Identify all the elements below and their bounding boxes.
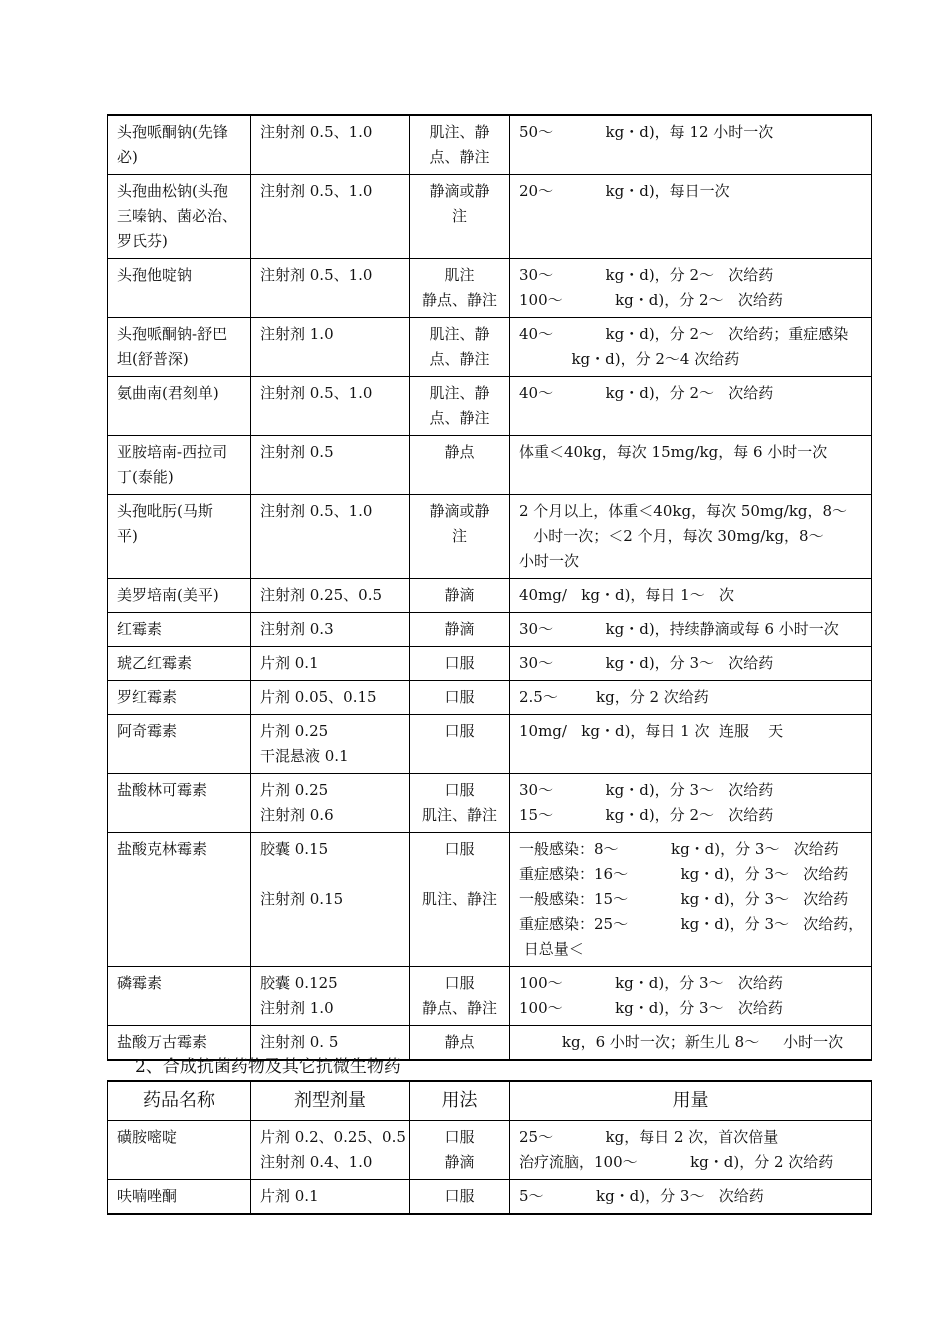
cell-line: 口服: [444, 974, 475, 992]
cell-line: 肌注、静: [429, 325, 490, 343]
dosage-form-cell: [251, 967, 410, 1026]
table-row: [108, 1180, 872, 1215]
cell-line: 注射剂 0.25、0.5: [260, 586, 383, 604]
dose-cell: [510, 259, 872, 318]
cell-line: 美罗培南(美平): [117, 586, 219, 604]
cell-line: 静点: [444, 1033, 475, 1051]
cell-line: kg，6 小时一次；新生儿 8～ 小时一次: [519, 1033, 844, 1051]
table-row: [108, 833, 872, 967]
table-row: [108, 436, 872, 495]
table-row: [108, 1121, 872, 1180]
cell-line: 头孢他啶钠: [117, 266, 193, 284]
table-row: [108, 259, 872, 318]
table-row: [108, 613, 872, 647]
dosage-form-cell: [251, 681, 410, 715]
cell-line: 氨曲南(君刻单): [117, 384, 219, 402]
dose-cell: [510, 1121, 872, 1180]
drug-name-cell: [108, 967, 251, 1026]
dose-cell: [510, 436, 872, 495]
drug-name-cell: [108, 681, 251, 715]
table-row: [108, 318, 872, 377]
cell-line: 注射剂 0.3: [260, 620, 334, 638]
cell-line: 注射剂 0.5、1.0: [260, 384, 373, 402]
cell-line: 注: [451, 207, 467, 225]
cell-line: 小时一次；＜2 个月，每次 30mg/kg，8～: [519, 527, 824, 545]
usage-cell: [410, 1121, 510, 1180]
cell-line: 罗红霉素: [117, 688, 178, 706]
cell-line: 亚胺培南-西拉司: [117, 443, 228, 461]
header-drug-name: 药品名称: [108, 1081, 251, 1121]
table-header-row: [108, 1081, 872, 1121]
cell-line: 肌注: [444, 266, 475, 284]
cell-line: 片剂 0.2、0.25、0.5: [260, 1128, 406, 1146]
dose-cell: [510, 377, 872, 436]
cell-line: 25～ kg，每日 2 次，首次倍量: [519, 1128, 779, 1146]
cell-line: 50～ kg・d)，每 12 小时一次: [519, 123, 774, 141]
usage-cell: [410, 774, 510, 833]
cell-line: 10mg/ kg・d)，每日 1 次 连服 天: [519, 722, 784, 740]
usage-cell: [410, 579, 510, 613]
usage-cell: [410, 833, 510, 967]
cell-line: 片剂 0.25: [260, 722, 329, 740]
cell-line: 片剂 0.1: [260, 654, 319, 672]
cell-line: 头孢哌酮钠(先锋: [117, 123, 228, 141]
cell-line: 静滴: [444, 620, 475, 638]
dosage-form-cell: [251, 1180, 410, 1215]
header-dosage-form: 剂型剂量: [251, 1081, 410, 1121]
cell-line: 100～ kg・d)，分 3～ 次给药: [519, 974, 783, 992]
drug-name-cell: [108, 579, 251, 613]
table-row: [108, 175, 872, 259]
usage-cell: [410, 1026, 510, 1061]
dose-cell: [510, 579, 872, 613]
drug-name-cell: [108, 647, 251, 681]
cell-line: 琥乙红霉素: [117, 654, 193, 672]
cell-line: 重症感染：16～ kg・d)，分 3～ 次给药: [519, 865, 849, 883]
cell-line: 口服: [444, 1187, 475, 1205]
usage-cell: [410, 377, 510, 436]
table-row: [108, 579, 872, 613]
cell-line: 注射剂 0.5、1.0: [260, 182, 373, 200]
usage-cell: [410, 175, 510, 259]
cell-line: 肌注、静: [429, 384, 490, 402]
cell-line: 小时一次: [519, 552, 580, 570]
table-row: [108, 647, 872, 681]
table-body: [108, 1121, 872, 1215]
usage-cell: [410, 259, 510, 318]
cell-line: 盐酸林可霉素: [117, 781, 208, 799]
cell-line: 注射剂 0.6: [260, 806, 334, 824]
cell-line: 口服: [444, 781, 475, 799]
cell-line: 红霉素: [117, 620, 163, 638]
cell-line: 40～ kg・d)，分 2～ 次给药: [519, 384, 774, 402]
section-heading: 2、合成抗菌药物及其它抗微生物药: [135, 1057, 401, 1077]
drug-name-cell: [108, 175, 251, 259]
cell-line: 口服: [444, 654, 475, 672]
cell-line: [260, 862, 401, 887]
cell-line: 盐酸万古霉素: [117, 1033, 208, 1051]
cell-line: 20～ kg・d)，每日一次: [519, 182, 730, 200]
cell-line: 一般感染：8～ kg・d)，分 3～ 次给药: [519, 840, 839, 858]
dose-cell: [510, 774, 872, 833]
drug-name-cell: [108, 495, 251, 579]
dosage-form-cell: [251, 647, 410, 681]
usage-cell: [410, 613, 510, 647]
cell-line: 2 个月以上，体重＜40kg，每次 50mg/kg，8～: [519, 502, 848, 520]
cell-line: 注射剂 0.4、1.0: [260, 1153, 373, 1171]
dose-cell: [510, 647, 872, 681]
cell-line: 静点、静注: [421, 999, 497, 1017]
drug-name-cell: [108, 715, 251, 774]
cell-line: 磷霉素: [117, 974, 163, 992]
cell-line: 点、静注: [429, 409, 490, 427]
cell-line: 注射剂 1.0: [260, 999, 334, 1017]
drug-name-cell: [108, 377, 251, 436]
cell-line: 15～ kg・d)，分 2～ 次给药: [519, 806, 774, 824]
dose-cell: [510, 495, 872, 579]
drug-name-cell: [108, 833, 251, 967]
cell-line: 三嗪钠、菌必治、: [117, 207, 238, 225]
cell-line: 一般感染：15～ kg・d)，分 3～ 次给药: [519, 890, 849, 908]
cell-line: 40mg/ kg・d)，每日 1～ 次: [519, 586, 735, 604]
cell-line: 静滴或静: [429, 182, 490, 200]
cell-line: 静滴或静: [429, 502, 490, 520]
cell-line: 40～ kg・d)，分 2～ 次给药；重症感染: [519, 325, 849, 343]
table-row: [108, 377, 872, 436]
cell-line: 5～ kg・d)，分 3～ 次给药: [519, 1187, 764, 1205]
cell-line: 点、静注: [429, 350, 490, 368]
table-row: [108, 115, 872, 175]
dosage-form-cell: [251, 579, 410, 613]
usage-cell: [410, 715, 510, 774]
usage-cell: [410, 495, 510, 579]
dosage-form-cell: [251, 715, 410, 774]
cell-line: 注射剂 0. 5: [260, 1033, 339, 1051]
cell-line: 体重＜40kg，每次 15mg/kg，每 6 小时一次: [519, 443, 828, 461]
dose-cell: [510, 1180, 872, 1215]
drug-name-cell: [108, 1121, 251, 1180]
table-row: [108, 774, 872, 833]
cell-line: 必): [117, 148, 138, 166]
dosage-form-cell: [251, 115, 410, 175]
usage-cell: [410, 115, 510, 175]
cell-line: 治疗流脑，100～ kg・d)，分 2 次给药: [519, 1153, 834, 1171]
dose-cell: [510, 115, 872, 175]
cell-line: 胶囊 0.125: [260, 974, 338, 992]
cell-line: 磺胺嘧啶: [117, 1128, 178, 1146]
usage-cell: [410, 1180, 510, 1215]
cell-line: 100～ kg・d)，分 3～ 次给药: [519, 999, 783, 1017]
table-row: [108, 495, 872, 579]
header-dose: 用量: [510, 1081, 872, 1121]
cell-line: 平): [117, 527, 138, 545]
cell-line: 注射剂 0.5: [260, 443, 334, 461]
dosage-form-cell: [251, 774, 410, 833]
dosage-form-cell: [251, 833, 410, 967]
cell-line: 30～ kg・d)，持续静滴或每 6 小时一次: [519, 620, 839, 638]
cell-line: 静滴: [444, 586, 475, 604]
drug-name-cell: [108, 259, 251, 318]
cell-line: 丁(泰能): [117, 468, 174, 486]
cell-line: 肌注、静注: [421, 890, 497, 908]
cell-line: 阿奇霉素: [117, 722, 178, 740]
table-row: [108, 715, 872, 774]
dose-cell: [510, 681, 872, 715]
table-row: [108, 681, 872, 715]
cell-line: 盐酸克林霉素: [117, 840, 208, 858]
cell-line: 静点、静注: [421, 291, 497, 309]
antibiotic-table-2: [107, 1080, 872, 1215]
dosage-form-cell: [251, 377, 410, 436]
cell-line: 静点: [444, 443, 475, 461]
cell-line: 30～ kg・d)，分 3～ 次给药: [519, 654, 774, 672]
antibiotic-table-1: [107, 114, 872, 1061]
dosage-form-cell: [251, 495, 410, 579]
cell-line: 胶囊 0.15: [260, 840, 329, 858]
usage-cell: [410, 318, 510, 377]
usage-cell: [410, 967, 510, 1026]
cell-line: 2.5～ kg，分 2 次给药: [519, 688, 709, 706]
drug-name-cell: [108, 613, 251, 647]
cell-line: 头孢吡肟(马斯: [117, 502, 213, 520]
cell-line: 30～ kg・d)，分 3～ 次给药: [519, 781, 774, 799]
cell-line: 头孢哌酮钠-舒巴: [117, 325, 228, 343]
cell-line: 片剂 0.1: [260, 1187, 319, 1205]
cell-line: 30～ kg・d)，分 2～ 次给药: [519, 266, 774, 284]
cell-line: 片剂 0.25: [260, 781, 329, 799]
cell-line: 肌注、静注: [421, 806, 497, 824]
header-usage: 用法: [410, 1081, 510, 1121]
cell-line: 头孢曲松钠(头孢: [117, 182, 228, 200]
cell-line: 口服: [444, 722, 475, 740]
dose-cell: [510, 715, 872, 774]
dosage-form-cell: [251, 1121, 410, 1180]
cell-line: 100～ kg・d)，分 2～ 次给药: [519, 291, 783, 309]
drug-name-cell: [108, 436, 251, 495]
cell-line: 坦(舒普深): [117, 350, 189, 368]
cell-line: 注射剂 0.15: [260, 890, 344, 908]
cell-line: 注射剂 0.5、1.0: [260, 123, 373, 141]
dosage-form-cell: [251, 175, 410, 259]
dosage-form-cell: [251, 259, 410, 318]
cell-line: 注射剂 0.5、1.0: [260, 502, 373, 520]
cell-line: kg・d)，分 2～4 次给药: [519, 350, 740, 368]
cell-line: 静滴: [444, 1153, 475, 1171]
cell-line: 干混悬液 0.1: [260, 747, 349, 765]
cell-line: 口服: [444, 1128, 475, 1146]
cell-line: 片剂 0.05、0.15: [260, 688, 377, 706]
cell-line: 注射剂 1.0: [260, 325, 334, 343]
dose-cell: [510, 1026, 872, 1061]
dose-cell: [510, 318, 872, 377]
dosage-form-cell: [251, 318, 410, 377]
cell-line: [414, 862, 505, 887]
table-row: [108, 967, 872, 1026]
table-body: [108, 115, 872, 1060]
dose-cell: [510, 613, 872, 647]
dose-cell: [510, 967, 872, 1026]
cell-line: 重症感染：25～ kg・d)，分 3～ 次给药，: [519, 915, 864, 933]
cell-line: 日总量＜: [519, 940, 584, 958]
drug-name-cell: [108, 115, 251, 175]
drug-name-cell: [108, 774, 251, 833]
drug-name-cell: [108, 1180, 251, 1215]
usage-cell: [410, 681, 510, 715]
dosage-form-cell: [251, 613, 410, 647]
cell-line: 注: [451, 527, 467, 545]
dosage-form-cell: [251, 436, 410, 495]
cell-line: 口服: [444, 688, 475, 706]
cell-line: 点、静注: [429, 148, 490, 166]
usage-cell: [410, 647, 510, 681]
dose-cell: [510, 175, 872, 259]
cell-line: 口服: [444, 840, 475, 858]
cell-line: 罗氏芬): [117, 232, 168, 250]
dose-cell: [510, 833, 872, 967]
cell-line: 肌注、静: [429, 123, 490, 141]
drug-name-cell: [108, 318, 251, 377]
cell-line: 呋喃唑酮: [117, 1187, 178, 1205]
cell-line: 注射剂 0.5、1.0: [260, 266, 373, 284]
usage-cell: [410, 436, 510, 495]
